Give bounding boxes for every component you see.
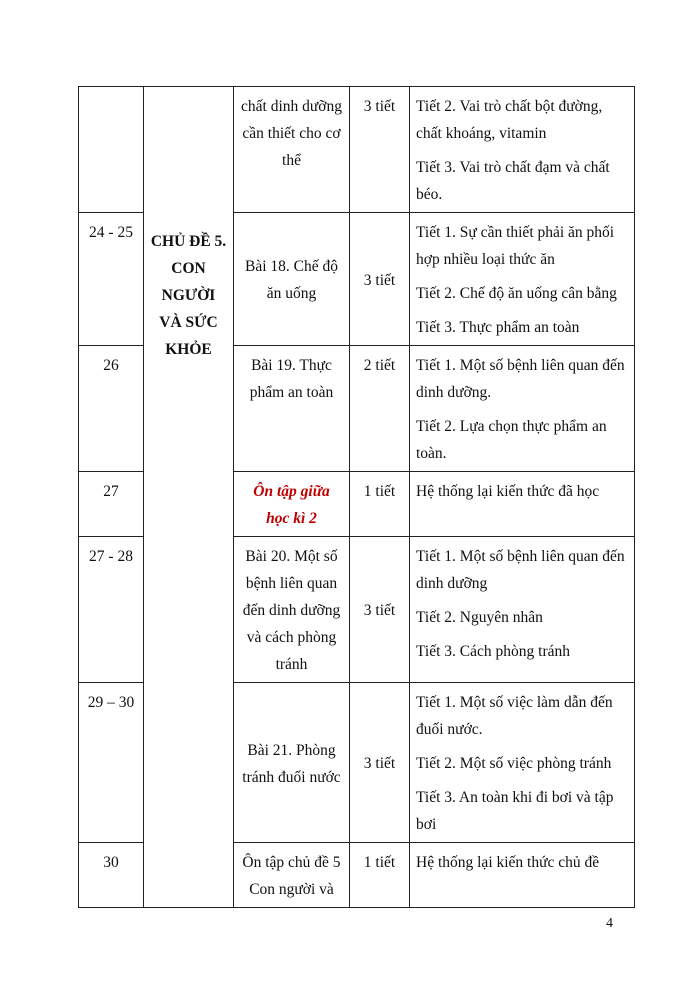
lesson-cell-review <box>234 472 350 537</box>
content-cell <box>410 843 635 908</box>
content-item: Hệ thống lại kiến thức chủ đề <box>416 854 600 871</box>
content-item: Tiết 3. An toàn khi đi bơi và tập bơi <box>416 789 614 833</box>
content-item: Tiết 2. Vai trò chất bột đường, chất khoáng, vitamin <box>416 98 603 142</box>
periods-cell: 2 tiết <box>350 346 410 472</box>
content-item: Tiết 3. Thực phẩm an toàn <box>416 319 580 336</box>
content-item: Tiết 1. Một số việc làm dẫn đến đuối nước. <box>416 694 613 738</box>
lesson-line: tránh <box>275 656 308 673</box>
content-item: Tiết 1. Một số bệnh liên quan đến dinh dưỡng. <box>416 357 625 401</box>
week-cell: 30 <box>79 843 144 908</box>
content-cell <box>410 683 635 843</box>
lesson-line: Bài 18. Chế độ <box>245 258 338 275</box>
lesson-line: học kì 2 <box>266 510 317 527</box>
lesson-line: tránh đuối nước <box>242 768 341 786</box>
lesson-line: đến dinh dưỡng <box>242 602 341 619</box>
periods-cell: 3 tiết <box>350 87 410 213</box>
week-cell: 27 <box>79 472 144 537</box>
lesson-line: chất dinh dưỡng <box>241 98 342 115</box>
lesson-cell <box>234 87 350 213</box>
content-item: Tiết 2. Lựa chọn thực phẩm an toàn. <box>416 418 607 462</box>
topic-line: VÀ SỨC <box>159 314 218 331</box>
content-item: Tiết 3. Vai trò chất đạm và chất béo. <box>416 159 610 203</box>
periods-cell: 3 tiết <box>350 213 410 346</box>
lesson-cell <box>234 683 350 843</box>
content-item: Tiết 2. Một số việc phòng tránh <box>416 755 612 772</box>
lesson-line: phẩm an toàn <box>249 384 334 401</box>
topic-line: NGƯỜI <box>161 287 216 304</box>
periods-cell: 1 tiết <box>350 843 410 908</box>
lesson-line: bệnh liên quan <box>245 575 338 592</box>
week-cell: 24 - 25 <box>79 213 144 346</box>
page-number: 4 <box>606 916 613 931</box>
lesson-line: Bài 20. Một số <box>245 548 338 565</box>
lesson-line: Ôn tập chủ đề 5 <box>242 854 341 871</box>
lesson-line: và cách phòng <box>246 629 337 646</box>
lesson-cell <box>234 213 350 346</box>
content-item: Tiết 2. Nguyên nhân <box>416 609 543 626</box>
lesson-cell <box>234 843 350 908</box>
content-cell <box>410 472 635 537</box>
lesson-line: Con người và <box>249 881 334 898</box>
lesson-line: Ôn tập giữa <box>253 483 330 500</box>
content-cell <box>410 346 635 472</box>
lesson-cell <box>234 537 350 683</box>
lesson-line: ăn uống <box>266 285 317 302</box>
lesson-line: cần thiết cho cơ <box>242 125 341 142</box>
lesson-line: Bài 19. Thực <box>251 357 332 374</box>
content-item: Tiết 2. Chế độ ăn uống cân bằng <box>416 285 617 302</box>
week-cell: 27 - 28 <box>79 537 144 683</box>
topic-line: CON <box>171 260 206 277</box>
topic-line: KHỎE <box>165 341 212 358</box>
week-cell: 26 <box>79 346 144 472</box>
periods-cell: 3 tiết <box>350 537 410 683</box>
content-item: Tiết 1. Một số bệnh liên quan đến dinh dưỡng <box>416 548 625 592</box>
topic-line: CHỦ ĐỀ 5. <box>150 233 227 250</box>
week-cell <box>79 87 144 213</box>
content-cell <box>410 537 635 683</box>
content-cell <box>410 213 635 346</box>
lesson-cell <box>234 346 350 472</box>
lesson-line: thể <box>282 152 301 169</box>
periods-cell: 1 tiết <box>350 472 410 537</box>
content-cell <box>410 87 635 213</box>
content-item: Tiết 1. Sự cần thiết phải ăn phối hợp nhiều loại thức ăn <box>416 224 615 268</box>
content-item: Hệ thống lại kiến thức đã học <box>416 483 600 500</box>
periods-cell: 3 tiết <box>350 683 410 843</box>
curriculum-table <box>78 86 635 908</box>
table-row <box>79 87 635 213</box>
lesson-line: Bài 21. Phòng <box>247 741 336 759</box>
week-cell: 29 – 30 <box>79 683 144 843</box>
topic-cell <box>144 87 234 908</box>
content-item: Tiết 3. Cách phòng tránh <box>416 643 570 660</box>
